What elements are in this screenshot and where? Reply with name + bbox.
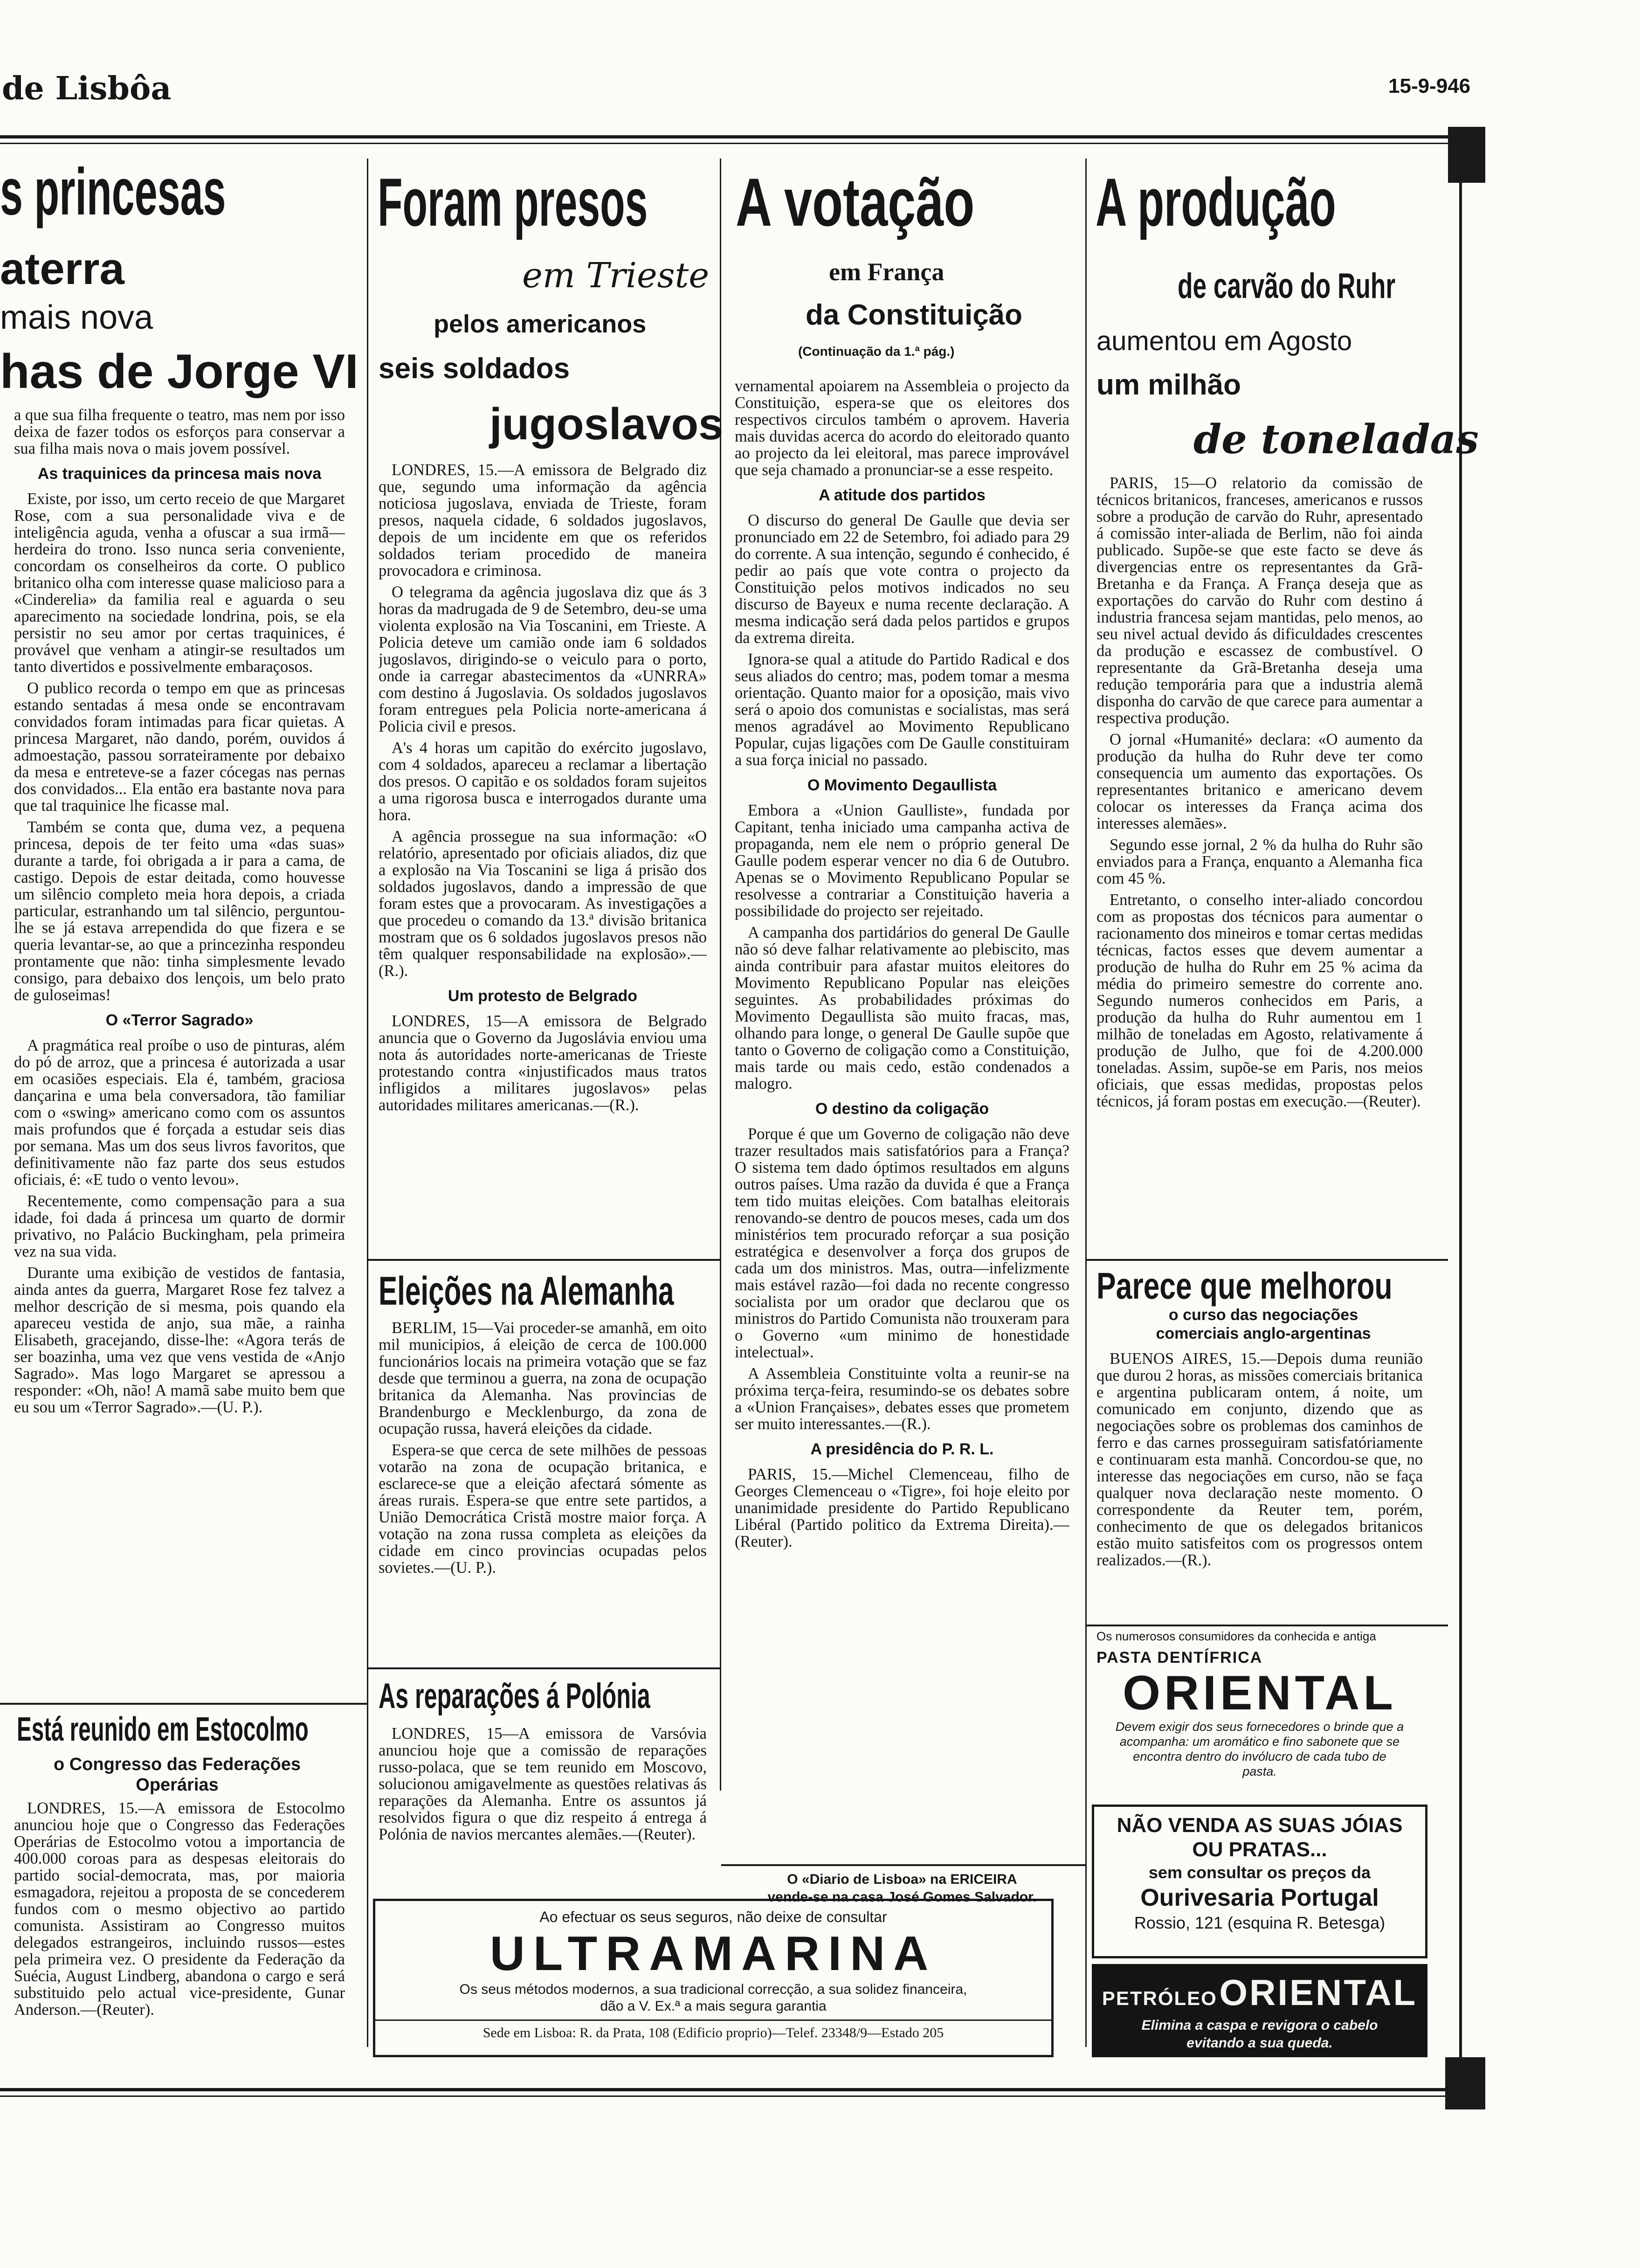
masthead-date: 15-9-946 (1388, 75, 1471, 97)
ad-intro-text: Os numerosos consumidores da conhecida e antiga (1096, 1629, 1376, 1643)
paragraph: BUENOS AIRES, 15.—Depois duma reunião que durou 2 horas, as missões comerciais britanica e argentina publicaram ontem, á noite, um comunicado em conjunto, dizendo que as negociações sobre os problemas dos caminhos de ferro e das carnes prosseguiram satisfatóriamente e continuaram esta manhã. Concordou-se que, no interesse das negociações em curso, não se faça qualquer nova declaração neste momento. O correspondente da Reuter tem, porém, conhecimento de que os delegados britanicos estão muito satisfeitos com os progressos ontem realizados.—(R.). (1096, 1350, 1423, 1569)
ad-intro-text: Ao efectuar os seus seguros, não deixe de consultar (539, 1908, 887, 1925)
paragraph: Existe, por isso, um certo receio de que Margaret Rose, com a sua personalidade viva e de inteligência aguda, venha a ofuscar a sua irmã—herdeira do trono. Isso nunca seria conveniente, concordam os conselheiros da corte. O publico britanico olha com interesse quase malicioso para a «Cinderelia» da familia real e aguarda o seu aparecimento na sociedade londrina, pois, se ela persistir no seu amor por certas traquinices, é provável que venham a atingir-se resultados um tanto divertidos e possivelmente embaraçosos. (14, 490, 345, 676)
princesas-subhead-inglaterra: aterra (0, 244, 124, 294)
paragraph: A campanha dos partidários do general De Gaulle não só deve falhar relativamente ao plebiscito, mas ainda contribuir para afastar muitos eleitores do Movimento Republicano Popular nas eleições seguintes. As probabilidades próximas do Movimento Degaullista são muito fracas, mas, olhando para longe, o general De Gaulle supõe que tanto o Governo de coligação como a Constituição, mais tarde ou mais cedo, estão condenados a malogro. (735, 924, 1069, 1093)
top-rule (0, 135, 1448, 138)
presos-subhead-trieste: em Trieste (522, 256, 710, 296)
paragraph: Recentemente, como compensação para a sua idade, foi dada á princesa um quarto de dormir privativo, no Palácio Buckingham, pela primeira vez na sua vida. (14, 1192, 345, 1260)
paragraph: Durante uma exibição de vestidos de fantasia, ainda antes da guerra, Margaret Rose fez talvez a melhor descrição de si mesma, pois quando ela apareceu vestida de anjo, sua mãe, a rainha Elisabeth, gracejando, disse-lhe: «Agora terás de ser boazinha, uma vez que vens vestida de «Anjo Sagrado». Mas logo Margaret se apressou a responder: «Oh, não! A mamã sabe muito bem que eu sou um «Terror Sagrado».—(U. P.). (14, 1264, 345, 1416)
votacao-continuation: (Continuação da 1.ª pág.) (798, 344, 955, 359)
estocolmo-article (14, 1800, 345, 2042)
bottom-rule-thin (0, 2095, 1448, 2097)
paragraph: LONDRES, 15.—A emissora de Belgrado diz que, segundo uma informação da agência noticiosa jugoslava, enviada de Trieste, foram presos, naquela cidade, 6 soldados jugoslavos, depois de um incidente em que os referidos soldados teriam procedido de maneira provocadora e criminosa. (379, 462, 707, 580)
paragraph: BERLIM, 15—Vai proceder-se amanhã, em oito mil municipios, á eleição de cerca de 100.000 funcionários locais na primeira votação que se faz desde que terminou a guerra, na zona de ocupação britanica da Alemanha. Nas provincias de Brandenburgo e Mecklenburgo, da zona de ocupação russa, haverá eleições da cidade. (379, 1320, 707, 1438)
paragraph: A agência prossegue na sua informação: «O relatório, apresentado por oficiais aliados, diz que a explosão na Via Toscanini se liga á prisão dos soldados jugoslavos, dando a impressão de que foram estes que a provocaram. As investigações a que procedeu o comando da 13.ª divisão britanica mostram que os 6 soldados jugoslavos presos não têm qualquer responsabilidade na explosão».—(R.). (379, 828, 707, 980)
ad-line: NÃO VENDA AS SUAS JÓIAS (1117, 1814, 1403, 1837)
paragraph: Segundo esse jornal, 2 % da hulha do Ruhr são enviados para a França, enquanto a Alemanha fica com 45 %. (1096, 836, 1423, 887)
section-rule (368, 1667, 720, 1669)
paragraph: A pragmática real proíbe o uso de pinturas, além do pó de arroz, que a princesa é autorizada a usar em ocasiões especiais. Ela é, também, graciosa dançarina e uma bela conversadora, tão familiar com o «swing» americano como com os assuntos mais profundos que é forçada a estudar seis dias por semana. Mas um dos seus livros favoritos, que definitivamente não faz parte dos seus estudos oficiais, é: «E tudo o vento levou». (14, 1037, 345, 1189)
paragraph: PARIS, 15—O relatorio da comissão de técnicos britanicos, franceses, americanos e russos sobre a produção de carvão do Ruhr, apresentado á comissão inter-aliada de Berlim, não foi ainda publicado. Supõe-se que este facto se deve ás divergencias entre os representantes da Grã-Bretanha e da França. A França deseja que as exportações do carvão do Ruhr com destino á industria francesa sejam mantidas, pelo menos, ao seu nivel actual devido ás dificuldades crescentes da produção e escassez de combustível. O representante da Grã-Bretanha deseja uma redução temporária para que a industria alemã disponha do carvão de que carece para aumentar a respectiva produção. (1096, 475, 1423, 727)
producao-subhead-milhao: um milhão (1096, 369, 1241, 401)
section-heading: O destino da coligação (815, 1100, 989, 1118)
paragraph: A's 4 horas um capitão do exército jugoslavo, com 4 soldados, apareceu a reclamar a libertação dos presos. O capitão e os soldados foram sujeitos a uma rigorosa busca e interrogados durante uma hora. (379, 739, 707, 824)
votacao-article (735, 378, 1069, 1860)
masthead-title: de Lisbôa (2, 70, 172, 107)
estocolmo-headline: Está reunido em Estocolmo (17, 1711, 309, 1748)
ad-address: Sede em Lisboa: R. da Prata, 108 (Edificio proprio)—Telef. 23348/9—Estado 205 (483, 2025, 944, 2040)
votacao-headline: A votação (736, 164, 975, 240)
paragraph: O publico recorda o tempo em que as princesas estando sentadas á mesa onde se encontravam convidados foram intimadas para ficar quietas. A princesa Margaret, não dando, porém, ouvidos á admoestação, passou sorrateiramente por debaixo da mesa e entreteve-se a fazer cócegas nas pernas dos convidados... Ela então era bastante nova para que tal traquinice lhe ficasse mal. (14, 679, 345, 815)
ad-address: Rossio, 121 (esquina R. Betesga) (1134, 1913, 1386, 1932)
paragraph: Espera-se que cerca de sete milhões de pessoas votarão na zona de ocupação britanica, e esclarece-se que a eleição afectará sómente as áreas rurais. Espera-se que entre sete partidos, a União Democrática Cristã mostre maior força. A votação na zona russa completa as eleições da cidade em cinco provincias ocupadas pelos sovietes.—(U. P.). (379, 1441, 707, 1577)
melhorou-article (1096, 1350, 1423, 1630)
paragraph: O discurso do general De Gaulle que devia ser pronunciado em 22 de Setembro, foi adiado para 29 do corrente. A sua intenção, segundo é conhecido, é pedir ao país que vote contra o projecto da Constituição pelos motivos indicados no seu discurso de Bayeux e numa recente declaração. A mesma indicação será dada pelos partidos e grupos da extrema direita. (735, 512, 1069, 647)
section-heading: As traquinices da princesa mais nova (37, 465, 322, 483)
melhorou-subhead: o curso das negociações comerciais anglo-argentinas (1156, 1306, 1371, 1342)
ad-line: sem consultar os preços da (1148, 1863, 1371, 1882)
paragraph: Porque é que um Governo de coligação não deve trazer resultados mais satisfatórios para a França? O sistema tem dado óptimos resultados em alguns outros países. Uma razão da duvida é que a França tem tido muitas eleições. Com batalhas eleitorais renovando-se dentro de poucos meses, cada um dos ministérios tem procurado reforçar a sua posição estratégica e desenvolver a força dos grupos de cada um dos ministros. Mas, outra—infelizmente mais estável razão—foi dada no recente congresso socialista por um orador que declarou que os ministros do Partido Comunista não trouxeram para o Governo «um minimo de honestidade intelectual». (735, 1125, 1069, 1361)
ad-line: OU PRATAS... (1192, 1838, 1327, 1861)
paragraph: LONDRES, 15—A emissora de Varsóvia anunciou hoje que a comissão de reparações russo-polaca, que se tem reunido em Moscovo, solucionou amigavelmente as questões relativas ás reparações da Alemanha. Entre os assuntos já resolvidos figura o que diz respeito á entrega á Polónia de navios mercantes alemães.—(Reuter). (379, 1725, 707, 1843)
ourivesaria-ad (1092, 1805, 1427, 1958)
votacao-subhead-constituicao: da Constituição (806, 299, 1023, 331)
paragraph: Embora a «Union Gaulliste», fundada por Capitant, tenha iniciado uma campanha activa de propaganda, nem ele nem o próprio general De Gaulle podem esperar vencer no dia 6 de Outubro. Apenas se o Movimento Republicano Popular se resolvesse a contrariar a Constituição haveria a possibilidade do projecto ser rejeitado. (735, 802, 1069, 920)
ad-description: Elimina a caspa e revigora o cabelo evitando a sua queda. (1141, 2018, 1378, 2051)
polonia-headline: As reparações á Polónia (379, 1676, 650, 1716)
votacao-subhead-franca: em França (829, 258, 945, 286)
paragraph: vernamental apoiarem na Assembleia o projecto da Constituição, espera-se que os eleitores dos respectivos circulos também o aprovem. Haveria mais duvidas acerca do acordo do eleitorado quanto ao projecto da lei eleitoral, mas parece improvável que seja chamado a pronunciar-se a esse respeito. (735, 378, 1069, 479)
presos-subhead-jugoslavos: jugoslavos (490, 399, 724, 449)
column-separator (1085, 159, 1087, 2047)
section-heading: Um protesto de Belgrado (448, 987, 638, 1005)
paragraph: Ignora-se qual a atitude do Partido Radical e dos seus aliados do centro; mas, podem tomar a mesma orientação. Quanto maior for a oposição, mais vivo será o apoio dos comunistas e socialistas, mas será menos agradável ao Movimento Republicano Popular, cujas ligações com De Gaulle constituiram a sua força inicial no passado. (735, 650, 1069, 769)
producao-headline: A produção (1096, 164, 1336, 240)
section-heading: A presidência do P. R. L. (810, 1440, 994, 1458)
paragraph: a que sua filha frequente o teatro, mas nem por isso deixa de fazer todos os esforços para conservar a sua filha mais nova o mais jovem possível. (14, 407, 345, 457)
presos-subhead-seis: seis soldados (379, 353, 570, 385)
melhorou-headline: Parece que melhorou (1096, 1265, 1393, 1307)
right-black-block-bottom (1445, 2057, 1485, 2109)
ad-brand-oriental: ORIENTAL (1219, 1972, 1418, 2013)
ad-divider (375, 2019, 1051, 2021)
section-heading: A atitude dos partidos (819, 486, 986, 504)
right-black-block-top (1448, 127, 1485, 183)
ericeira-notice-line1: O «Diario de Lisboa» na ERICEIRA (787, 1872, 1017, 1887)
producao-subhead-toneladas: de toneladas (1193, 416, 1479, 463)
right-vertical-rule (1459, 182, 1462, 2070)
paragraph: A Assembleia Constituinte volta a reunir-se na próxima terça-feira, resumindo-se os debates sobre a «Union Françaises», debates esses que prometem ser muito interessantes.—(R.). (735, 1365, 1069, 1433)
producao-subhead-ruhr: de carvão do Ruhr (1178, 266, 1396, 306)
section-rule (1087, 1625, 1448, 1626)
oriental-toothpaste-ad (1096, 1629, 1423, 1797)
producao-subhead-agosto: aumentou em Agosto (1096, 326, 1352, 356)
bottom-rule (0, 2088, 1448, 2091)
ad-brand-ourivesaria: Ourivesaria Portugal (1140, 1884, 1379, 1911)
paragraph: LONDRES, 15—A emissora de Belgrado anuncia que o Governo da Jugoslávia enviou uma nota ás autoridades norte-americanas de Trieste protestando contra «injustificados maus tratos infligidos a militares jugoslavos» pelas autoridades militares americanas.—(R.). (379, 1012, 707, 1114)
presos-subhead-americanos: pelos americanos (434, 310, 647, 338)
princesas-subhead-mais-nova: mais nova (0, 299, 153, 336)
ad-description: Devem exigir dos seus fornecedores o brinde que a acompanha: um aromático e fino sabonete que se encontra dentro do invólucro de cada tubo de pasta. (1115, 1720, 1404, 1778)
section-heading: O Movimento Degaullista (807, 776, 997, 794)
princesas-headline: s princesas (0, 155, 226, 229)
paragraph: O telegrama da agência jugoslava diz que ás 3 horas da madrugada de 9 de Setembro, deu-se uma violenta explosão na Via Toscanini, em Trieste. A Policia deteve um camião onde iam 6 soldados jugoslavos, dirigindo-se o veiculo para o porto, onde ia carregar abastecimentos da «UNRRA» com destino á Jugoslavia. Os soldados jugoslavos foram entregues pela Policia norte-americana á Policia civil e presos. (379, 583, 707, 735)
section-heading: O «Terror Sagrado» (105, 1011, 254, 1029)
section-rule (1087, 1259, 1448, 1261)
princesas-article (14, 407, 345, 1731)
eleicoes-headline: Eleições na Alemanha (379, 1269, 674, 1314)
top-rule-thin (0, 143, 1448, 144)
ad-description: Os seus métodos modernos, a sua tradicional correcção, a sua solidez financeira, (459, 1982, 967, 1997)
section-rule (368, 1259, 720, 1261)
estocolmo-subhead: o Congresso das Federações Operárias (53, 1755, 301, 1795)
polonia-article (379, 1725, 707, 1874)
producao-article (1096, 475, 1423, 1258)
ad-brand-ultramarina: ULTRAMARINA (490, 1927, 937, 1981)
eleicoes-article (379, 1320, 707, 1674)
section-rule (0, 1703, 367, 1705)
ad-brand-oriental: ORIENTAL (1123, 1666, 1397, 1720)
ad-product-label: PETRÓLEO (1102, 1987, 1217, 2009)
paragraph: Também se conta que, duma vez, a pequena princesa, depois de ter feito uma «das suas» durante a tarde, foi obrigada a ir para a cama, de castigo. Depois de estar deitada, como houvesse um silêncio completo meia hora depois, a criada particular, estranhando um tal silêncio, perguntou-lhe se já estava arrependida do que fizera e se queria levantar-se, ao que a princezinha respondeu prontamente que não: tinha simplesmente levado consigo, para debaixo dos lençois, um belo prato de guloseimas! (14, 818, 345, 1004)
presos-headline: Foram presos (378, 164, 648, 240)
section-rule (721, 1864, 1085, 1866)
paragraph: Entretanto, o conselho inter-aliado concordou com as propostas dos técnicos para aumentar o racionamento dos mineiros e tomar certas medidas técnicas, factos esses que devem aumentar a produção de hulha do Ruhr em 25 % acima da média do primeiro semestre do corrente ano. Segundo numeros conhecidos em Paris, a produção da hulha do Ruhr aumentou em 1 milhão de toneladas em Agosto, relativamente á produção de Julho, que foi de 4.200.000 toneladas. Assim, supõe-se em Paris, nos meios oficiais, que essas medidas, propostas pelos técnicos, já foram postas em execução.—(Reuter). (1096, 891, 1423, 1110)
princesas-subhead-jorge: has de Jorge VI (0, 345, 359, 399)
paragraph: PARIS, 15.—Michel Clemenceau, filho de Georges Clemenceau o «Tigre», foi hoje eleito por unanimidade presidente do Partido Republicano Libéral (Partido politico da Extrema Direita).—(Reuter). (735, 1466, 1069, 1550)
column-separator (367, 159, 368, 2047)
ad-description: dão a V. Ex.ª a mais segura garantia (600, 1998, 827, 2014)
paragraph: O jornal «Humanité» declara: «O aumento da produção da hulha do Ruhr deve ter como consequencia um aumento das exportações. Os representantes britanico e americano devem colocar os interesses da França acima dos interesses alemães». (1096, 731, 1423, 832)
ad-product-label: PASTA DENTÍFRICA (1096, 1649, 1263, 1666)
ericeira-notice-line2: vende-se na casa José Gomes Salvador. (767, 1889, 1037, 1905)
petroleo-oriental-ad (1092, 1964, 1427, 2057)
ultramarina-insurance-ad (373, 1899, 1054, 2057)
paragraph: LONDRES, 15.—A emissora de Estocolmo anunciou hoje que o Congresso das Federações Operárias de Estocolmo votou a importancia de 400.000 coroas para as despesas eleitorais do partido social-democrata, mas, por maioria esmagadora, rejeitou a proposta de se concederem fundos com o mesmo objectivo ao partido comunista. Assistiram ao Congresso muitos delegados estrangeiros, incluindo russos—estes pela primeira vez. O presidente da Federação da Suécia, August Lindberg, abandona o cargo e será substituido pelo actual vice-presidente, Gunar Anderson.—(Reuter). (14, 1800, 345, 2019)
presos-article (379, 462, 707, 1245)
